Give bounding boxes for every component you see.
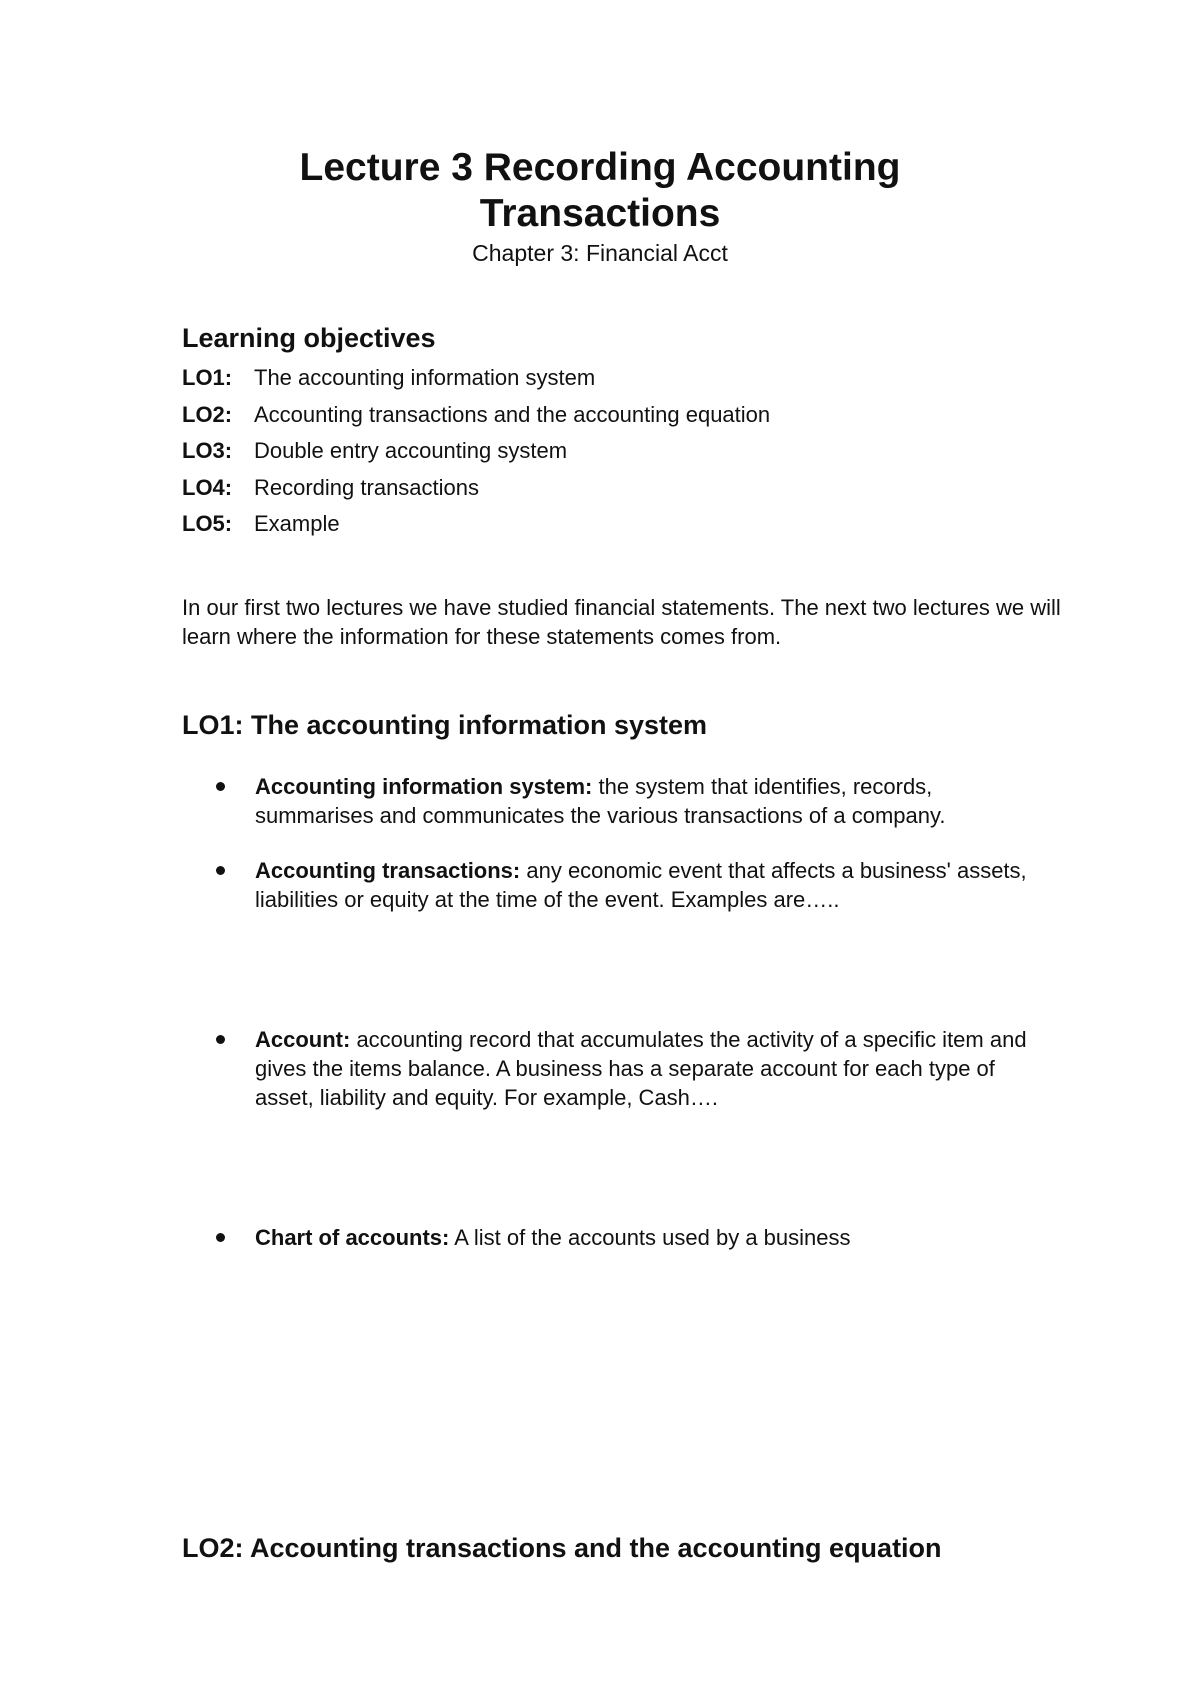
objective-item xyxy=(182,510,770,547)
bullet-term: Accounting transactions: xyxy=(255,858,521,883)
bullet-item xyxy=(216,1025,1046,1112)
bullet-text xyxy=(255,856,1046,914)
bullet-term: Account: xyxy=(255,1027,351,1052)
objective-code: LO3: xyxy=(182,438,233,463)
bullet-item xyxy=(216,856,1046,914)
objective-code: LO4: xyxy=(182,474,233,500)
title-text: Lecture 3 Recording Accounting Transactions xyxy=(299,146,901,235)
objective-text: Example xyxy=(254,511,340,536)
document-subtitle: Chapter 3: Financial Acct xyxy=(472,240,728,266)
document-title xyxy=(0,145,1200,237)
bullet-definition: the system that identifies, records, summarises and communicates the various transactions of a company. xyxy=(255,774,946,828)
bullet-text xyxy=(255,1025,1046,1112)
bullet-definition: any economic event that affects a business' assets, liabilities or equity at the time of the event. Examples are….. xyxy=(255,858,1027,912)
section-lo1-heading: LO1: The accounting information system xyxy=(182,710,708,740)
learning-objectives-heading: Learning objectives xyxy=(182,323,436,353)
section-lo2-heading: LO2: Accounting transactions and the accounting equation xyxy=(182,1533,942,1563)
bullet-item xyxy=(216,1223,1046,1252)
objective-text: Double entry accounting system xyxy=(254,438,568,463)
objective-text: Recording transactions xyxy=(254,474,480,500)
bullet-text xyxy=(255,772,1046,830)
bullet-dot-icon xyxy=(216,1035,225,1044)
bullet-definition: accounting record that accumulates the activity of a specific item and gives the items balance. A business has a separate account for each type of asset, liability and equity. For example, Cash…. xyxy=(255,1027,1027,1110)
objective-item xyxy=(182,437,770,474)
bullet-dot-icon xyxy=(216,1233,225,1242)
objective-text: The accounting information system xyxy=(254,365,596,390)
bullet-term: Accounting information system: xyxy=(255,774,593,799)
objective-item xyxy=(182,401,770,438)
bullet-term: Chart of accounts: xyxy=(255,1225,450,1250)
bullet-definition: A list of the accounts used by a business xyxy=(449,1225,851,1250)
bullet-text xyxy=(255,1223,1046,1252)
bullet-item xyxy=(216,772,1046,830)
objective-item xyxy=(182,474,770,511)
bullet-dot-icon xyxy=(216,782,225,791)
learning-objectives-list xyxy=(182,364,770,547)
objective-code: LO1: xyxy=(182,365,233,390)
objective-item xyxy=(182,364,770,401)
objective-text: Accounting transactions and the accounting equation xyxy=(254,401,771,427)
objective-code: LO5: xyxy=(182,511,233,536)
bullet-dot-icon xyxy=(216,866,225,875)
intro-paragraph: In our first two lectures we have studied financial statements. The next two lectures we will learn where the information for these statements comes from. xyxy=(182,595,1061,649)
objective-code: LO2: xyxy=(182,401,233,427)
